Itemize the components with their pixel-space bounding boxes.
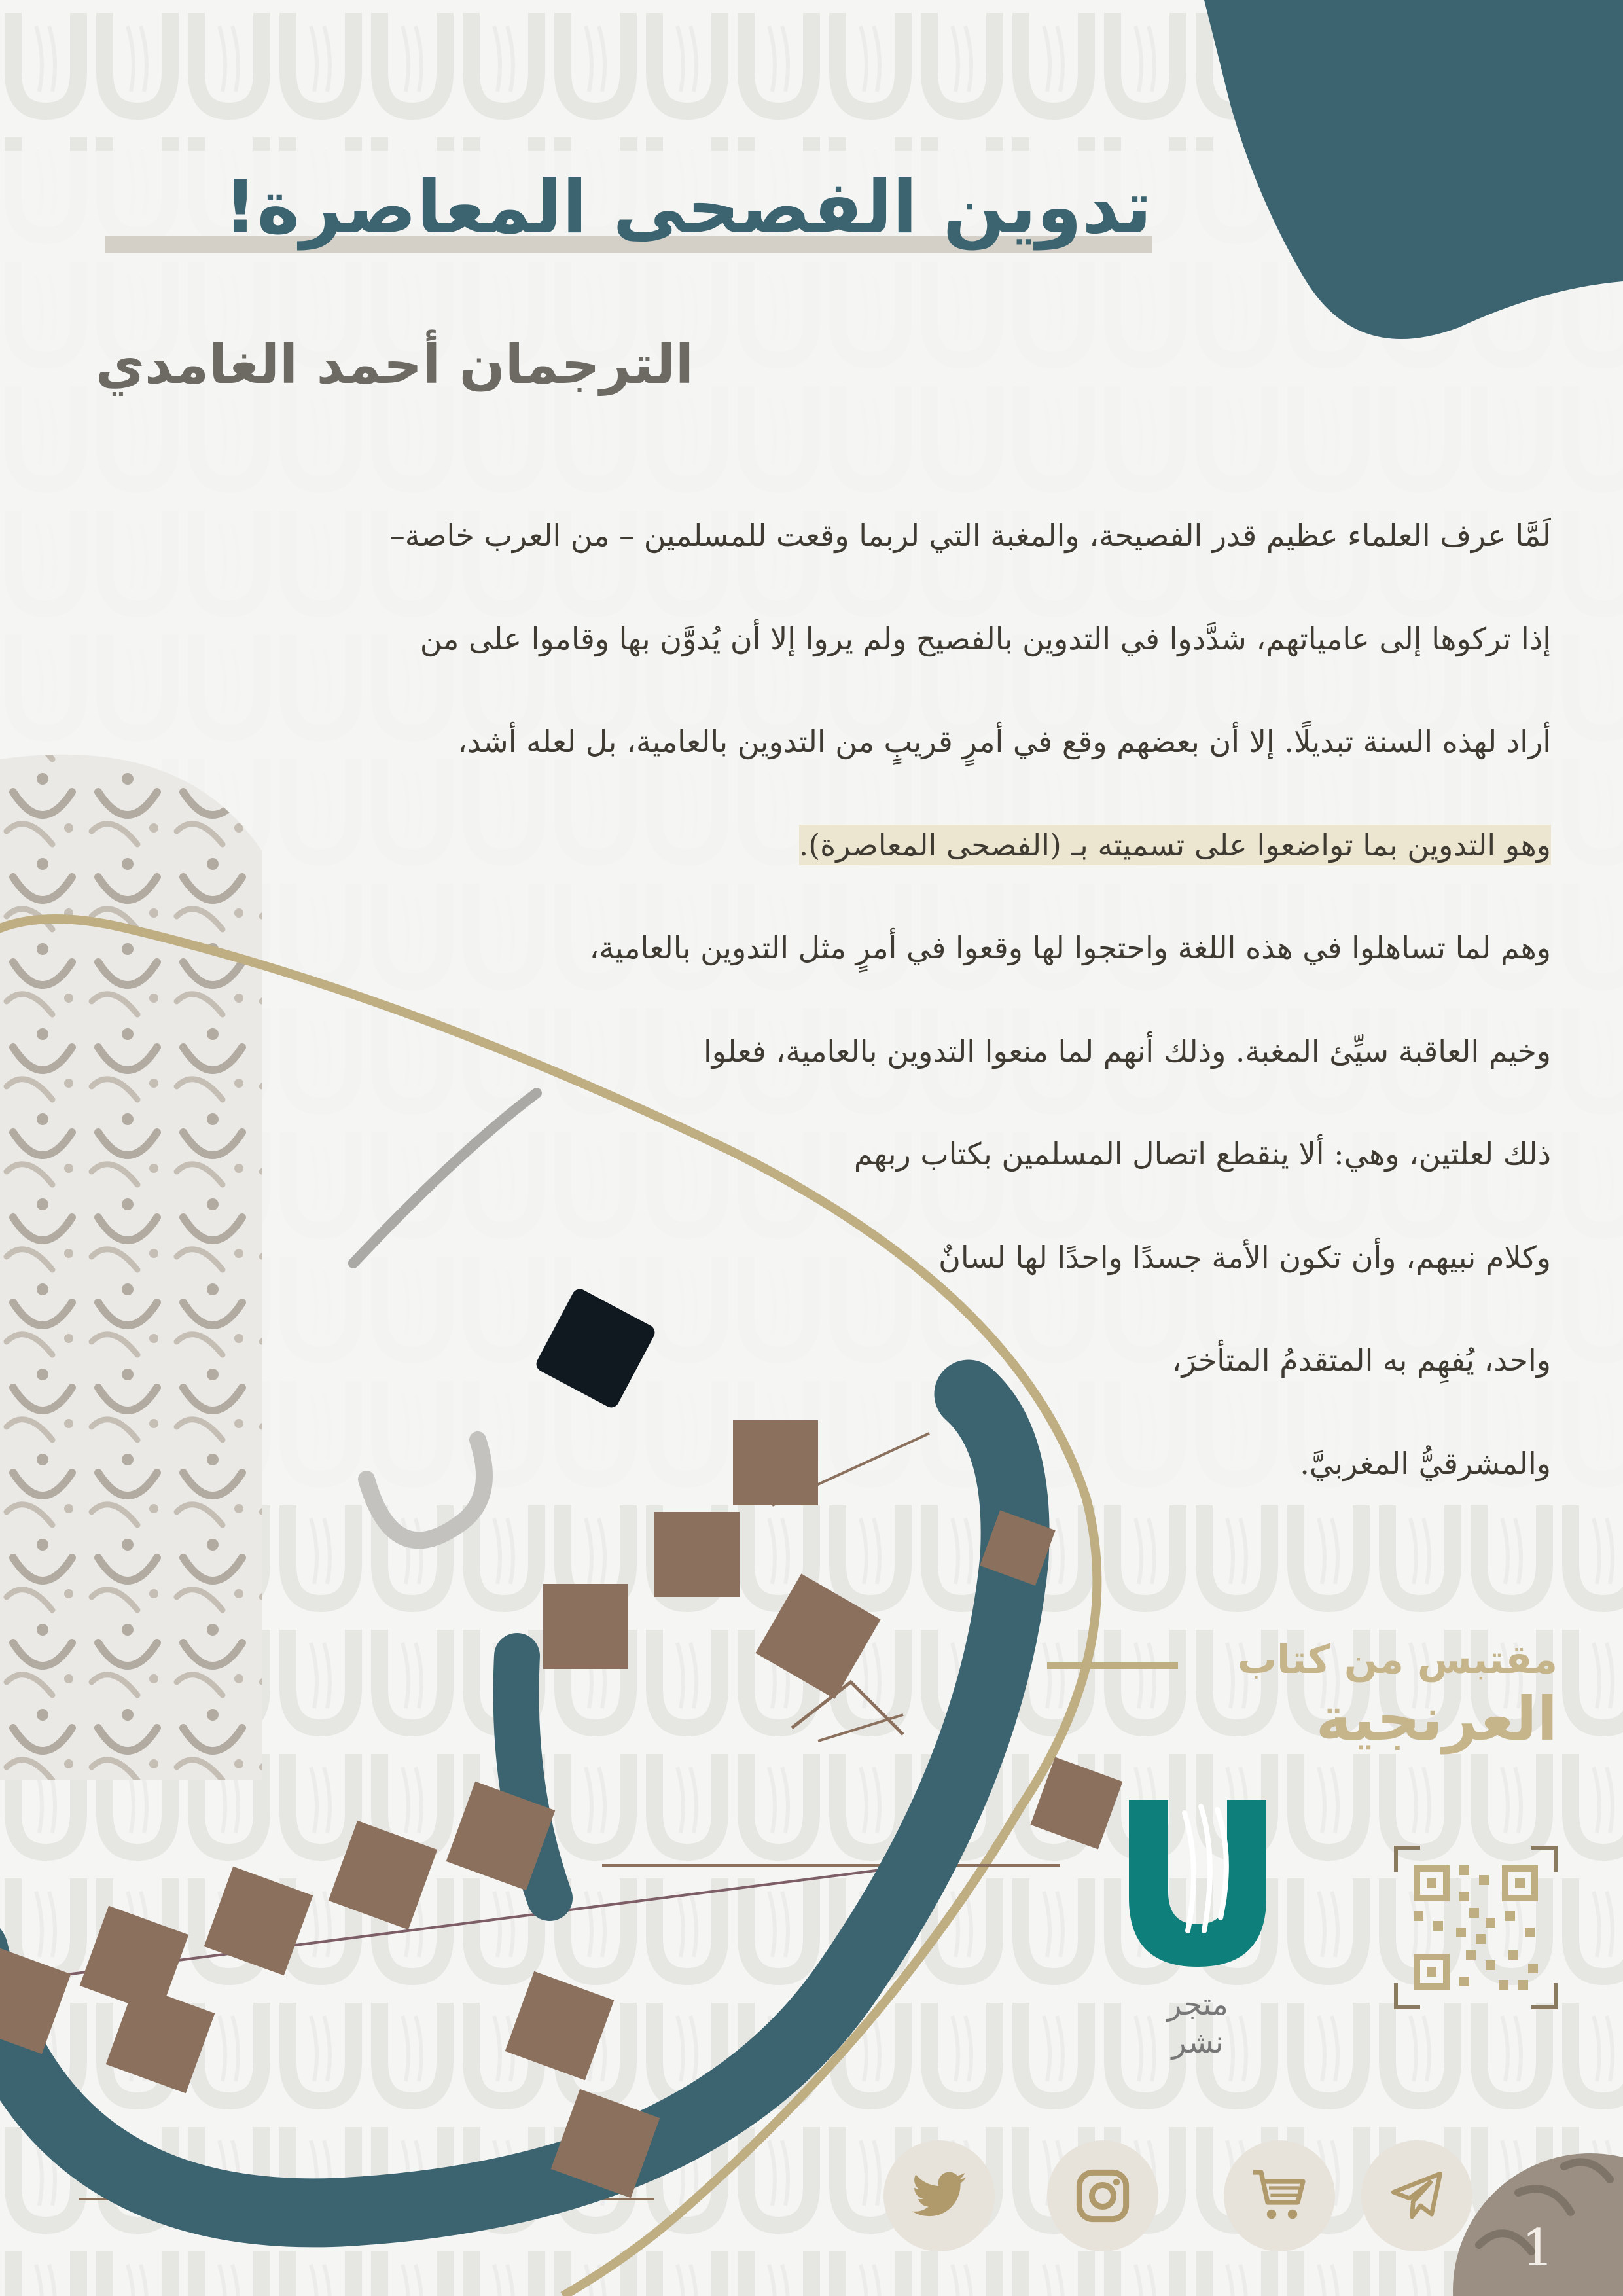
book-excerpt-label bbox=[1238, 1636, 1558, 1755]
store-link[interactable] bbox=[1224, 2140, 1335, 2251]
store-name-line1: متجر bbox=[1167, 1986, 1228, 2022]
shopping-cart-icon bbox=[1248, 2164, 1311, 2227]
qr-code[interactable] bbox=[1394, 1846, 1558, 2009]
social-links bbox=[883, 2140, 1472, 2258]
body-line: وهم لما تساهلوا في هذه اللغة واحتجوا لها وقعوا في أمرٍ مثل التدوين بالعامية، bbox=[589, 930, 1551, 965]
page-title: تدوين الفصحى المعاصرة! bbox=[223, 165, 1152, 250]
body-line: وخيم العاقبة سيِّئ المغبة. وذلك أنهم لما منعوا التدوين بالعامية، فعلوا bbox=[703, 1033, 1551, 1069]
body-line: ذلك لعلتين، وهي: ألا ينقطع اتصال المسلمين بكتاب ربهم bbox=[853, 1136, 1551, 1172]
instagram-link[interactable] bbox=[1047, 2140, 1158, 2251]
twitter-link[interactable] bbox=[883, 2140, 995, 2251]
body-line: وكلام نبيهم، وأن تكون الأمة جسدًا واحدًا لها لسانٌ bbox=[938, 1239, 1551, 1275]
calligraphy-artwork bbox=[0, 720, 1178, 2296]
store-name-line2: نشر bbox=[1171, 2024, 1224, 2060]
body-line: إذا تركوها إلى عامياتهم، شدَّدوا في التدوين بالفصيح ولم يروا إلا أن يُدوَّن بها وقاموا على من bbox=[419, 620, 1551, 656]
nashr-logo-icon bbox=[1122, 1793, 1273, 1983]
body-line-highlighted: وهو التدوين بما تواضعوا على تسميته بـ (الفصحى المعاصرة). bbox=[177, 794, 1551, 897]
title-block bbox=[105, 164, 1152, 251]
body-line: والمشرقيُّ المغربيَّ. bbox=[1300, 1445, 1551, 1481]
body-line: واحد، يُفهِم به المتقدمُ المتأخرَ، bbox=[1171, 1342, 1551, 1378]
body-line: لَمَّا عرف العلماء عظيم قدر الفصيحة، والمغبة التي لربما وقعت للمسلمين – من العرب خاصة– bbox=[389, 518, 1551, 553]
corner-decoration bbox=[1204, 0, 1623, 340]
instagram-icon bbox=[1073, 2166, 1132, 2225]
book-title: العرنجية bbox=[1315, 1684, 1558, 1754]
author-name: الترجمان أحمد الغامدي bbox=[95, 334, 694, 396]
page-number: 1 bbox=[1522, 2219, 1554, 2278]
body-line: أراد لهذه السنة تبديلًا. إلا أن بعضهم وقع في أمرٍ قريبٍ من التدوين بالعامية، بل لعله أشد، bbox=[457, 724, 1551, 759]
telegram-icon bbox=[1387, 2166, 1446, 2225]
store-logo[interactable] bbox=[1122, 1793, 1273, 2081]
twitter-icon bbox=[910, 2166, 969, 2225]
excerpt-caption: مقتبس من كتاب bbox=[1237, 1637, 1558, 1683]
